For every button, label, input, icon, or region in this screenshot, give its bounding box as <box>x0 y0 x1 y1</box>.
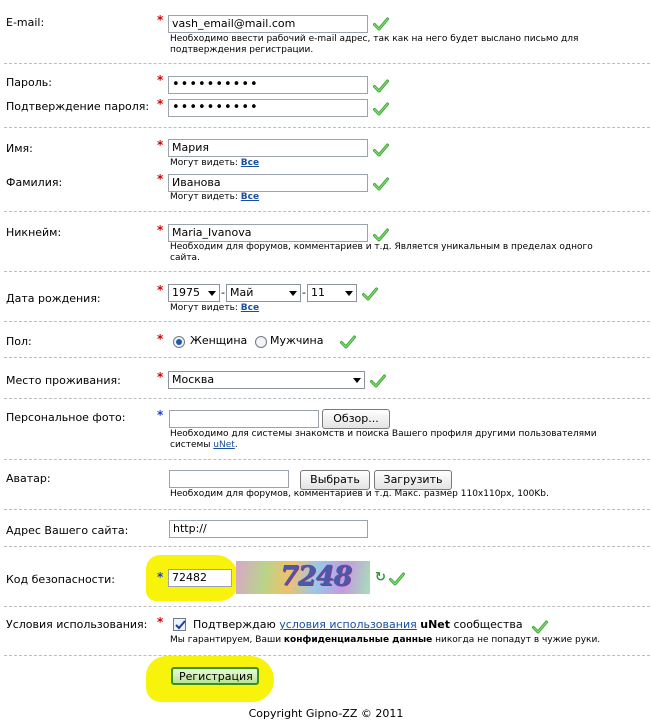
birth-year-value: 1975 <box>172 286 200 299</box>
gender-female-radio[interactable] <box>173 336 185 348</box>
required-star: * <box>157 332 164 346</box>
photo-hint-line-2 <box>170 440 597 451</box>
visibility-link[interactable]: Все <box>240 303 260 313</box>
chevron-down-icon <box>353 378 361 383</box>
password-input[interactable]: •••••••••• <box>168 76 368 94</box>
upload-button[interactable]: Загрузить <box>374 470 452 490</box>
chevron-down-icon <box>345 291 353 296</box>
email-hint-line-2: подтверждения регистрации. <box>170 45 314 55</box>
required-star: * <box>157 283 164 297</box>
separator <box>4 211 650 212</box>
captcha-image <box>236 561 370 594</box>
email-hint <box>170 34 578 56</box>
privacy-note-bold: конфиденциальные данные <box>283 635 433 645</box>
privacy-note <box>170 635 600 646</box>
photo-file-input[interactable] <box>169 410 319 428</box>
visibility-link[interactable]: Все <box>240 158 260 168</box>
visibility-prefix: Могут видеть: <box>170 158 238 168</box>
register-button[interactable]: Регистрация <box>171 667 259 685</box>
email-hint-line-1: Необходимо ввести рабочий e-mail адрес, так как на него будет выслано письмо для <box>170 34 579 44</box>
website-input[interactable]: http:// <box>169 520 368 538</box>
separator <box>4 655 650 656</box>
privacy-note-suffix: никогда не попадут в чужие руки. <box>435 635 601 645</box>
photo-label: Персональное фото: <box>6 411 126 424</box>
email-input[interactable]: vash_email@mail.com <box>168 15 368 33</box>
check-icon <box>373 79 389 93</box>
birth-day-value: 11 <box>311 286 325 299</box>
location-select[interactable] <box>168 371 365 389</box>
separator <box>4 271 650 272</box>
chevron-down-icon <box>208 291 216 296</box>
photo-hint <box>170 429 597 451</box>
check-icon <box>532 620 548 634</box>
separator <box>4 127 650 128</box>
visibility-link[interactable]: Все <box>240 192 260 202</box>
date-separator: - <box>302 286 306 299</box>
gender-male-label[interactable]: Мужчина <box>270 334 324 347</box>
avatar-hint: Необходим для форумов, комментариев и т.д. Макс. размер 110x110px, 100Kb. <box>170 489 549 499</box>
required-star: * <box>157 370 164 384</box>
birth-year-select[interactable] <box>168 284 220 302</box>
birthdate-visibility <box>170 303 259 314</box>
required-star: * <box>157 223 164 237</box>
check-icon <box>373 228 389 242</box>
nickname-hint-line-2: сайта. <box>170 253 200 263</box>
required-star: * <box>157 97 164 111</box>
birthdate-label: Дата рождения: <box>6 292 101 305</box>
unet-link[interactable]: uNet <box>213 440 235 450</box>
first-name-input[interactable]: Мария <box>168 139 368 157</box>
photo-hint-line-1: Необходимо для системы знакомств и поиска Вашего профиля другими пользователями <box>170 429 597 439</box>
separator <box>4 606 650 607</box>
check-icon <box>340 335 356 349</box>
gender-female-label[interactable]: Женщина <box>190 334 248 347</box>
separator <box>4 546 650 547</box>
terms-text <box>193 618 523 631</box>
terms-checkbox[interactable] <box>173 618 186 631</box>
nickname-input[interactable]: Maria_Ivanova <box>168 224 368 242</box>
website-label: Адрес Вашего сайта: <box>6 524 129 537</box>
required-star: * <box>157 13 164 27</box>
location-label: Место проживания: <box>6 374 121 387</box>
select-button[interactable]: Выбрать <box>300 470 370 490</box>
check-icon <box>373 143 389 157</box>
nickname-hint <box>170 242 593 264</box>
first-name-label: Имя: <box>6 142 33 155</box>
browse-button[interactable]: Обзор... <box>322 409 390 429</box>
birth-month-value: Май <box>230 286 254 299</box>
chevron-down-icon <box>289 291 297 296</box>
gender-male-radio[interactable] <box>255 336 267 348</box>
check-icon <box>362 287 378 301</box>
visibility-prefix: Могут видеть: <box>170 303 238 313</box>
terms-brand: uNet <box>420 618 450 631</box>
optional-star: * <box>157 408 164 422</box>
password-confirm-label: Подтверждение пароля: <box>6 100 150 113</box>
required-star: * <box>157 172 164 186</box>
separator <box>4 357 650 358</box>
email-label: E-mail: <box>6 16 45 29</box>
photo-hint-prefix: системы <box>170 440 211 450</box>
last-name-input[interactable]: Иванова <box>168 174 368 192</box>
date-separator: - <box>221 286 225 299</box>
check-icon <box>370 374 386 388</box>
last-name-label: Фамилия: <box>6 176 63 189</box>
visibility-prefix: Могут видеть: <box>170 192 238 202</box>
separator <box>4 63 650 64</box>
optional-star: * <box>157 570 164 584</box>
required-star: * <box>157 138 164 152</box>
nickname-label: Никнейм: <box>6 226 62 239</box>
terms-link[interactable]: условия использования <box>279 618 417 631</box>
separator <box>4 321 650 322</box>
terms-suffix: сообщества <box>453 618 523 631</box>
check-icon <box>373 177 389 191</box>
captcha-label: Код безопасности: <box>6 573 115 586</box>
terms-prefix: Подтверждаю <box>193 618 276 631</box>
last-name-visibility <box>170 192 259 203</box>
captcha-text: 7248 <box>280 561 352 592</box>
footer-copyright: Copyright Gipno-ZZ © 2011 <box>248 707 404 720</box>
separator <box>4 509 650 510</box>
separator <box>4 459 650 460</box>
check-icon <box>373 102 389 116</box>
captcha-input[interactable]: 72482 <box>168 569 232 587</box>
checkmark-icon <box>174 618 187 631</box>
avatar-label: Аватар: <box>6 472 51 485</box>
required-star: * <box>157 615 164 629</box>
privacy-note-prefix: Мы гарантируем, Ваши <box>170 635 282 645</box>
birth-day-select[interactable] <box>307 284 357 302</box>
check-icon <box>373 17 389 31</box>
gender-label: Пол: <box>6 335 32 348</box>
refresh-icon[interactable]: ↻ <box>375 570 386 585</box>
password-label: Пароль: <box>6 76 52 89</box>
avatar-file-input[interactable] <box>169 470 289 488</box>
location-value: Москва <box>172 373 215 386</box>
first-name-visibility <box>170 158 259 169</box>
nickname-hint-line-1: Необходим для форумов, комментариев и т.д. Является уникальным в пределах одного <box>170 242 593 252</box>
separator <box>4 398 650 399</box>
check-icon <box>389 572 405 586</box>
birth-month-select[interactable] <box>226 284 301 302</box>
photo-hint-suffix: . <box>234 440 238 450</box>
required-star: * <box>157 73 164 87</box>
terms-label: Условия использования: <box>6 618 148 631</box>
password-confirm-input[interactable]: •••••••••• <box>168 99 368 117</box>
